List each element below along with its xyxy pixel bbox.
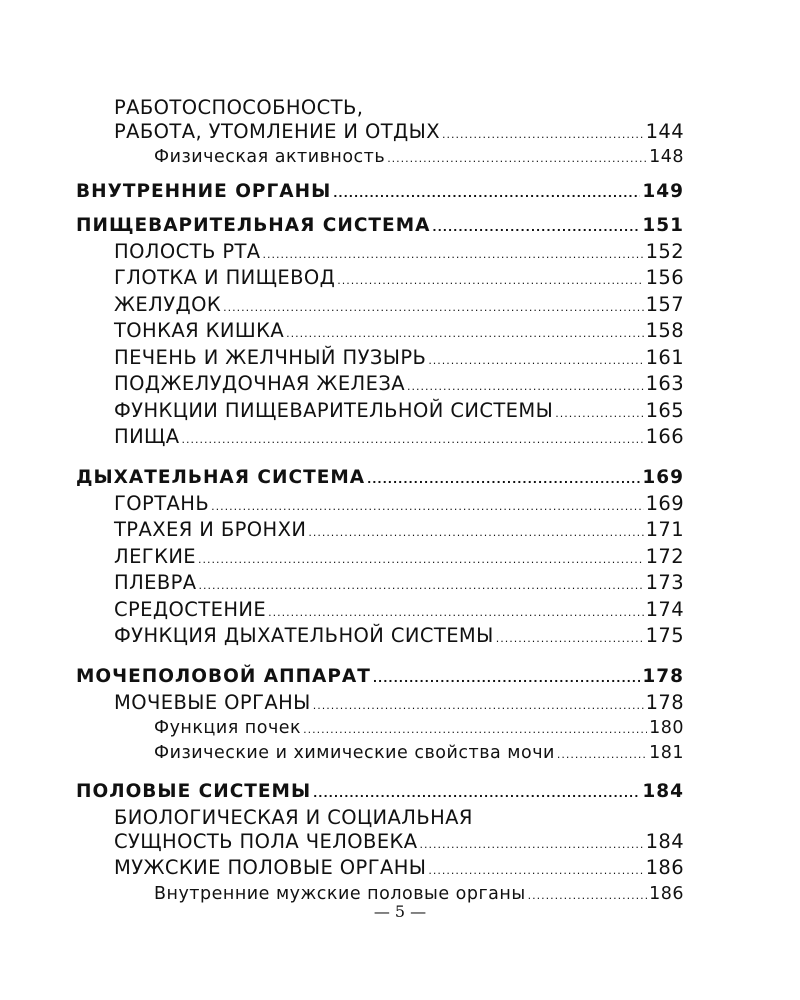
toc-entry[interactable] bbox=[76, 691, 684, 718]
toc-entry-page: 175 bbox=[645, 624, 684, 647]
toc-entry[interactable] bbox=[76, 518, 684, 545]
toc-entry-title: ПОДЖЕЛУДОЧНАЯ ЖЕЛЕЗА bbox=[114, 372, 405, 395]
toc-entry-title: ПЕЧЕНЬ И ЖЕЛЧНЫЙ ПУЗЫРЬ bbox=[114, 345, 427, 369]
toc-section-page: 151 bbox=[642, 214, 684, 236]
toc-entry-title: ГОРТАНЬ bbox=[114, 491, 210, 515]
toc-entry[interactable] bbox=[76, 372, 684, 399]
toc-section-title: ПОЛОВЫЕ СИСТЕМЫ bbox=[76, 781, 312, 802]
toc-section-page: 184 bbox=[642, 781, 684, 802]
toc-section-title: ПИЩЕВАРИТЕЛЬНАЯ СИСТЕМА bbox=[76, 214, 431, 236]
toc-entry-title: ФУНКЦИИ ПИЩЕВАРИТЕЛЬНОЙ СИСТЕМЫ bbox=[114, 398, 554, 422]
toc-entry-title: Внутренние мужские половые органы bbox=[154, 883, 526, 904]
toc-section[interactable] bbox=[76, 214, 684, 240]
leader-dots bbox=[303, 718, 647, 742]
toc-section-title: МОЧЕПОЛОВОЙ АППАРАТ bbox=[76, 665, 371, 687]
toc-entry-title: МОЧЕВЫЕ ОРГАНЫ bbox=[114, 690, 311, 714]
toc-entry[interactable] bbox=[76, 571, 684, 598]
toc-entry-page: 166 bbox=[645, 425, 684, 448]
toc-entry[interactable] bbox=[76, 830, 684, 857]
page-number: — 5 — bbox=[373, 902, 427, 921]
toc-entry-page: 184 bbox=[645, 829, 684, 853]
leader-dots bbox=[182, 428, 644, 452]
toc-entry-title: Физическая активность bbox=[154, 147, 386, 167]
toc-entry[interactable] bbox=[76, 319, 684, 346]
leader-dots bbox=[286, 322, 643, 346]
leader-dots bbox=[432, 216, 640, 240]
leader-dots bbox=[268, 601, 643, 625]
leader-dots bbox=[211, 495, 643, 519]
table-of-contents bbox=[76, 96, 684, 907]
leader-dots bbox=[313, 782, 640, 806]
toc-entry-title: ПЛЕВРА bbox=[114, 571, 197, 594]
toc-entry-page: 144 bbox=[645, 119, 684, 143]
toc-entry[interactable] bbox=[76, 293, 684, 320]
toc-entry-title: Физические и химические свойства мочи bbox=[154, 742, 555, 763]
toc-entry-page: 158 bbox=[645, 319, 684, 342]
toc-entry[interactable] bbox=[76, 717, 684, 742]
leader-dots bbox=[198, 548, 644, 572]
leader-dots bbox=[496, 627, 644, 651]
leader-dots bbox=[199, 574, 644, 598]
toc-section-page: 169 bbox=[642, 466, 684, 488]
leader-dots bbox=[555, 402, 643, 426]
toc-entry-title: РАБОТА, УТОМЛЕНИЕ И ОТДЫХ bbox=[114, 119, 441, 143]
leader-dots bbox=[333, 182, 640, 206]
toc-entry-title: СУЩНОСТЬ ПОЛА ЧЕЛОВЕКА bbox=[114, 829, 418, 853]
toc-entry-page: 161 bbox=[645, 345, 684, 369]
toc-section-page: 149 bbox=[642, 180, 684, 202]
toc-entry[interactable] bbox=[76, 146, 684, 171]
toc-entry[interactable] bbox=[76, 492, 684, 519]
toc-section[interactable] bbox=[76, 665, 684, 691]
toc-entry[interactable] bbox=[76, 120, 684, 147]
toc-entry-page: 173 bbox=[645, 571, 684, 594]
toc-section[interactable] bbox=[76, 180, 684, 206]
leader-dots bbox=[313, 694, 644, 718]
toc-entry-title: ПИЩА bbox=[114, 425, 180, 448]
toc-section-title: ВНУТРЕННИЕ ОРГАНЫ bbox=[76, 180, 332, 202]
toc-entry-page: 181 bbox=[649, 742, 684, 763]
toc-entry-text: БИОЛОГИЧЕСКАЯ И СОЦИАЛЬНАЯ bbox=[114, 806, 473, 829]
toc-entry[interactable] bbox=[76, 240, 684, 267]
leader-dots bbox=[337, 269, 643, 293]
leader-dots bbox=[407, 375, 644, 399]
toc-entry-page: 165 bbox=[645, 398, 684, 422]
toc-entry-page: 174 bbox=[645, 597, 684, 621]
leader-dots bbox=[367, 468, 640, 492]
toc-entry[interactable] bbox=[76, 266, 684, 293]
toc-entry-title: ЖЕЛУДОК bbox=[114, 292, 222, 316]
toc-entry-page: 157 bbox=[645, 292, 684, 316]
toc-entry[interactable] bbox=[76, 598, 684, 625]
toc-entry-page: 178 bbox=[645, 690, 684, 714]
toc-section[interactable] bbox=[76, 780, 684, 806]
toc-entry[interactable] bbox=[76, 545, 684, 572]
toc-entry[interactable] bbox=[76, 856, 684, 883]
leader-dots bbox=[387, 147, 647, 171]
toc-entry-title: ТОНКАЯ КИШКА bbox=[114, 319, 285, 342]
leader-dots bbox=[263, 243, 644, 267]
toc-section[interactable] bbox=[76, 466, 684, 492]
toc-entry-page: 156 bbox=[645, 266, 684, 289]
toc-entry-page: 186 bbox=[649, 883, 684, 904]
toc-entry-page: 148 bbox=[649, 147, 684, 167]
leader-dots bbox=[373, 667, 641, 691]
toc-section-title: ДЫХАТЕЛЬНАЯ СИСТЕМА bbox=[76, 466, 366, 488]
toc-entry[interactable] bbox=[76, 624, 684, 651]
toc-entry-title: Функция почек bbox=[154, 718, 302, 738]
toc-entry-title: ГЛОТКА И ПИЩЕВОД bbox=[114, 266, 336, 289]
leader-dots bbox=[557, 743, 647, 767]
toc-entry-text: РАБОТОСПОСОБНОСТЬ, bbox=[114, 96, 364, 119]
leader-dots bbox=[223, 296, 643, 320]
toc-entry-title: СРЕДОСТЕНИЕ bbox=[114, 597, 267, 621]
toc-entry[interactable] bbox=[76, 399, 684, 426]
toc-entry-title: ЛЕГКИЕ bbox=[114, 544, 197, 568]
toc-entry[interactable] bbox=[76, 425, 684, 452]
leader-dots bbox=[308, 521, 643, 545]
toc-entry-page: 163 bbox=[645, 372, 684, 395]
toc-entry-page: 172 bbox=[645, 544, 684, 568]
toc-entry[interactable] bbox=[76, 742, 684, 767]
toc-section-page: 178 bbox=[642, 665, 684, 687]
toc-entry-page: 180 bbox=[649, 718, 684, 738]
leader-dots bbox=[420, 833, 644, 857]
toc-entry-title: ТРАХЕЯ И БРОНХИ bbox=[114, 518, 307, 541]
toc-entry-title: МУЖСКИЕ ПОЛОВЫЕ ОРГАНЫ bbox=[114, 856, 427, 879]
leader-dots bbox=[428, 859, 643, 883]
toc-entry-page: 171 bbox=[645, 518, 684, 541]
leader-dots bbox=[442, 123, 644, 147]
toc-entry-page: 152 bbox=[645, 239, 684, 263]
leader-dots bbox=[428, 349, 643, 373]
toc-entry-title: ФУНКЦИЯ ДЫХАТЕЛЬНОЙ СИСТЕМЫ bbox=[114, 624, 494, 647]
toc-entry-page: 169 bbox=[645, 491, 684, 515]
toc-entry-title: ПОЛОСТЬ РТА bbox=[114, 239, 261, 263]
toc-entry-page: 186 bbox=[645, 856, 684, 879]
toc-entry[interactable] bbox=[76, 346, 684, 373]
